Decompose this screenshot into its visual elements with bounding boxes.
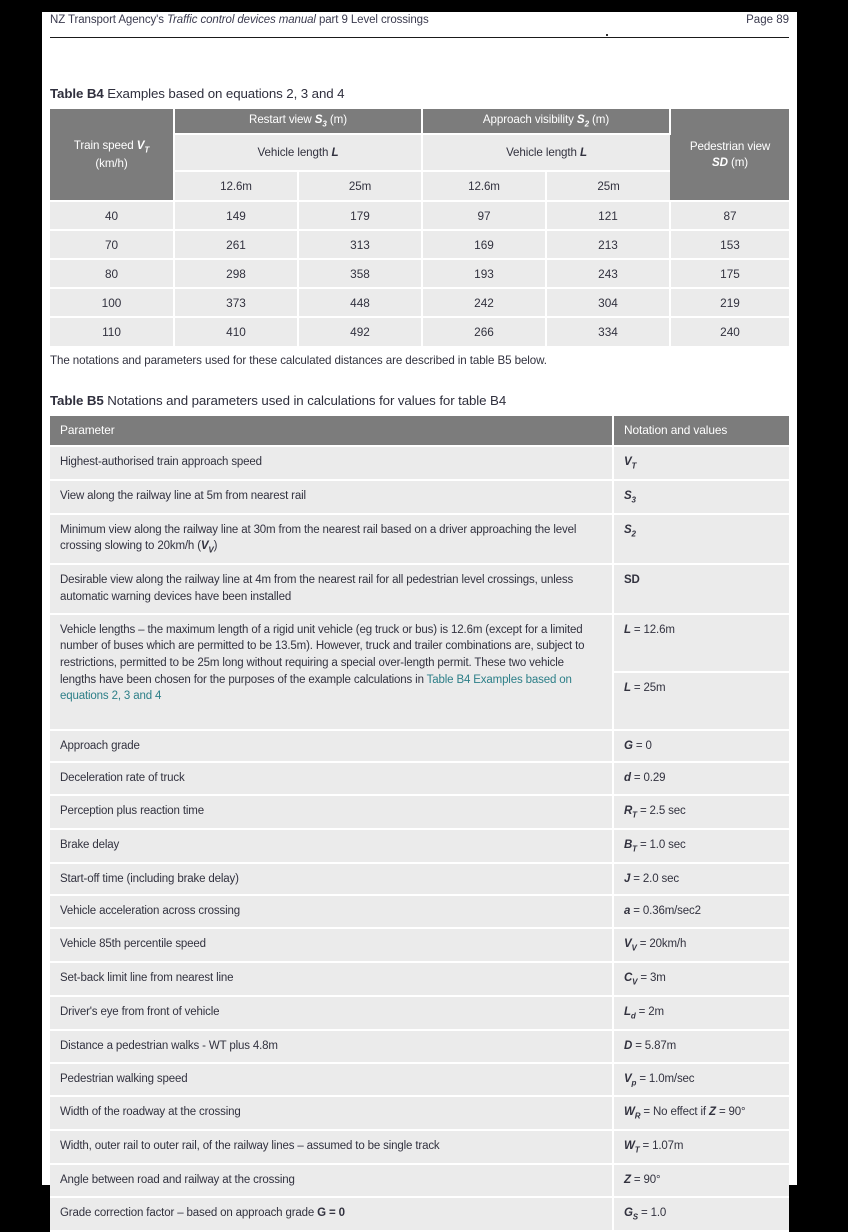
notation-symbol: V — [624, 1072, 632, 1085]
table-row — [50, 730, 789, 763]
cell-parameter: Driver's eye from front of vehicle — [50, 996, 613, 1030]
notation-subscript: 3 — [631, 495, 636, 505]
cell-parameter: View along the railway line at 5m from nearest rail — [50, 480, 613, 514]
cell-parameter: Pedestrian walking speed — [50, 1063, 613, 1097]
parameter-text: Vehicle lengths – the maximum length of a rigid unit vehicle (eg truck or bus) is 12.6m (except for a limited number of buses which are permitted to be 13.5m). However, truck and trailer combinations are, subject to restrictions, permitted to be 25m long without requiring a special over-length permit. These two vehicle lengths have been chosen for the purposes of the example calculations in — [60, 623, 585, 686]
parameter-subscript: V — [208, 545, 214, 555]
cell-sd: 175 — [670, 259, 789, 288]
header-suffix: part 9 Level crossings — [315, 14, 429, 26]
notation-subscript: R — [634, 1111, 641, 1121]
page-content — [42, 86, 797, 1232]
table-row — [50, 446, 789, 480]
notation-value: = 12.6m — [630, 623, 675, 636]
table-row — [50, 795, 789, 829]
notation-symbol: S — [624, 523, 632, 536]
cell-notation — [613, 514, 789, 565]
table-row — [50, 317, 789, 346]
cell-parameter — [50, 1197, 613, 1231]
cell-notation — [613, 996, 789, 1030]
notation-symbol: V — [624, 938, 632, 951]
cell-parameter: Distance a pedestrian walks - WT plus 4.8m — [50, 1030, 613, 1063]
notation-symbol: Z — [624, 1174, 631, 1187]
table-row — [50, 962, 789, 996]
header-prefix: NZ Transport Agency's — [50, 14, 167, 26]
cell-s3-12-6: 410 — [174, 317, 298, 346]
cell-parameter: Vehicle 85th percentile speed — [50, 928, 613, 962]
table-b4-subheader-vehicle-length-restart — [174, 134, 422, 171]
cell-notation — [613, 762, 789, 795]
table-b4-title: Examples based on equations 2, 3 and 4 — [103, 86, 345, 101]
pedestrian-view-label: Pedestrian view — [689, 139, 771, 153]
cell-notation — [613, 962, 789, 996]
cell-s3-25: 492 — [298, 317, 422, 346]
table-row — [50, 996, 789, 1030]
parameter-text: Grade correction factor – based on approach grade — [60, 1206, 318, 1219]
table-row — [50, 1063, 789, 1097]
cell-s3-25: 313 — [298, 230, 422, 259]
cell-parameter: Approach grade — [50, 730, 613, 763]
table-b4-length-col-4: 25m — [546, 171, 670, 201]
cell-s2-12-6: 97 — [422, 201, 546, 230]
notation-value: = 1.07m — [639, 1140, 684, 1153]
notation-subscript: d — [630, 1011, 636, 1021]
notation-symbol: L — [624, 1005, 631, 1018]
cell-parameter: Width of the roadway at the crossing — [50, 1096, 613, 1130]
page-number-label: Page 89 — [746, 14, 789, 26]
table-row — [50, 1130, 789, 1164]
cell-parameter: Set-back limit line from nearest line — [50, 962, 613, 996]
document-page — [42, 12, 797, 1222]
cell-s3-25: 179 — [298, 201, 422, 230]
approach-visibility-symbol: S — [576, 113, 585, 127]
table-b4-length-col-1: 12.6m — [174, 171, 298, 201]
table-b5-caption — [50, 393, 789, 408]
table-row — [50, 230, 789, 259]
train-speed-subscript: T — [144, 144, 150, 154]
cell-s2-12-6: 266 — [422, 317, 546, 346]
notation-symbol-2: Z — [709, 1106, 716, 1119]
cell-train-speed: 70 — [50, 230, 174, 259]
cell-train-speed: 100 — [50, 288, 174, 317]
notation-value: = 0.29 — [630, 772, 666, 785]
cell-sd: 219 — [670, 288, 789, 317]
notation-symbol: V — [624, 456, 632, 468]
table-row — [50, 895, 789, 928]
cell-parameter: Highest-authorised train approach speed — [50, 446, 613, 480]
table-row — [50, 1030, 789, 1063]
notation-symbol: R — [624, 805, 633, 818]
table-row — [50, 614, 789, 672]
column-header-notation: Notation and values — [613, 416, 789, 446]
cell-s3-12-6: 298 — [174, 259, 298, 288]
table-row — [50, 201, 789, 230]
notation-symbol: D — [624, 1039, 633, 1052]
notation-subscript: T — [632, 844, 637, 854]
cell-train-speed: 110 — [50, 317, 174, 346]
table-row — [50, 1164, 789, 1197]
cell-notation — [613, 1130, 789, 1164]
table-row — [50, 1197, 789, 1231]
table-row — [50, 863, 789, 896]
vehicle-length-symbol: L — [579, 146, 587, 159]
table-b5-header-row — [50, 416, 789, 446]
table-b4-length-col-2: 25m — [298, 171, 422, 201]
train-speed-symbol: V — [136, 138, 145, 152]
notation-value: = No effect if — [640, 1106, 710, 1119]
notation-subscript: V — [632, 977, 638, 987]
cell-notation — [613, 928, 789, 962]
parameter-symbol: V — [200, 540, 209, 553]
table-row — [50, 1096, 789, 1130]
restart-view-symbol: S — [314, 113, 323, 127]
pedestrian-view-unit: (m) — [727, 155, 749, 169]
notation-value: = 1.0m/sec — [636, 1072, 695, 1085]
vehicle-length-symbol: L — [331, 146, 339, 159]
parameter-emphasis: G = 0 — [317, 1206, 345, 1219]
cell-s2-12-6: 193 — [422, 259, 546, 288]
cell-s2-25: 334 — [546, 317, 670, 346]
train-speed-label: Train speed — [73, 138, 137, 152]
table-row — [50, 564, 789, 613]
table-b5 — [50, 416, 789, 1232]
restart-view-subscript: 3 — [322, 119, 327, 129]
notation-symbol: L — [624, 623, 631, 636]
cell-s2-25: 213 — [546, 230, 670, 259]
notation-value: = 2.5 sec — [636, 805, 686, 818]
cell-sd: 87 — [670, 201, 789, 230]
cell-notation — [613, 446, 789, 480]
cell-notation — [613, 895, 789, 928]
cell-train-speed: 80 — [50, 259, 174, 288]
notation-value: = 0 — [632, 739, 652, 752]
cell-s3-12-6: 373 — [174, 288, 298, 317]
cell-parameter: Brake delay — [50, 829, 613, 863]
table-b4-length-col-3: 12.6m — [422, 171, 546, 201]
table-row — [50, 480, 789, 514]
approach-visibility-unit: (m) — [588, 113, 610, 127]
notation-symbol: G — [624, 1206, 633, 1219]
header-manual-title: Traffic control devices manual — [166, 14, 316, 26]
cross-reference-link[interactable]: Table B4 Examples based on equations 2, 3 and 4 — [60, 673, 572, 703]
notation-value: = 3m — [637, 972, 666, 985]
cell-notation — [613, 1030, 789, 1063]
table-row — [50, 259, 789, 288]
notation-symbol: L — [624, 681, 631, 694]
cell-notation — [613, 480, 789, 514]
table-b5-label: Table B5 — [50, 393, 104, 408]
column-header-parameter: Parameter — [50, 416, 613, 446]
notation-symbol: W — [624, 1106, 635, 1119]
notation-subscript: S — [632, 1212, 638, 1222]
table-b4-caption — [50, 86, 789, 101]
cell-parameter: Angle between road and railway at the crossing — [50, 1164, 613, 1197]
cell-sd: 153 — [670, 230, 789, 259]
cell-parameter: Desirable view along the railway line at 4m from the nearest rail for all pedestrian level crossings, unless automatic warning devices have been installed — [50, 564, 613, 613]
cell-parameter: Deceleration rate of truck — [50, 762, 613, 795]
notation-value: = 25m — [630, 681, 666, 694]
cell-parameter: Vehicle acceleration across crossing — [50, 895, 613, 928]
intro-paragraph: The notations and parameters used for these calculated distances are described in table B5 below. — [50, 354, 547, 367]
notation-value: = 20km/h — [636, 938, 687, 951]
cell-s2-25: 243 — [546, 259, 670, 288]
notation-symbol: G — [624, 739, 633, 752]
notation-symbol: W — [624, 1140, 635, 1153]
table-row — [50, 829, 789, 863]
notation-subscript: T — [632, 810, 637, 820]
table-row — [50, 762, 789, 795]
table-row — [50, 514, 789, 565]
notation-subscript: T — [631, 461, 637, 471]
table-b4-subheader-vehicle-length-approach — [422, 134, 670, 171]
notation-value: = 2.0 sec — [630, 872, 679, 885]
notation-subscript: p — [631, 1077, 637, 1087]
cell-notation — [613, 1164, 789, 1197]
cell-s2-25: 304 — [546, 288, 670, 317]
notation-subscript: V — [631, 943, 637, 953]
notation-symbol: a — [624, 905, 631, 918]
cell-s2-12-6: 242 — [422, 288, 546, 317]
cell-parameter — [50, 514, 613, 565]
notation-subscript: T — [634, 1145, 640, 1155]
table-b4-header-row-1 — [50, 109, 789, 134]
parameter-text: Minimum view along the railway line at 30m from the nearest rail based on a driver approaching the level crossing slowing to 20km/h ( — [60, 523, 577, 553]
cell-notation — [613, 829, 789, 863]
table-row — [50, 288, 789, 317]
running-header — [50, 12, 789, 38]
notation-value: = 90° — [630, 1174, 661, 1187]
table-b4 — [50, 109, 789, 346]
restart-view-label: Restart view — [249, 113, 315, 127]
notation-value: = 1.0 sec — [636, 838, 686, 851]
cell-s3-12-6: 149 — [174, 201, 298, 230]
notation-value: = 2m — [635, 1005, 664, 1018]
parameter-text-post: ) — [213, 540, 218, 553]
cell-notation — [613, 1197, 789, 1231]
table-b4-pedestrian-view-header — [670, 109, 789, 201]
restart-view-unit: (m) — [326, 113, 347, 127]
cell-parameter — [50, 614, 613, 730]
notation-value-2: = 90° — [715, 1106, 746, 1119]
cell-s3-12-6: 261 — [174, 230, 298, 259]
notation-symbol: B — [624, 838, 633, 851]
table-row — [50, 928, 789, 962]
notation-value: = 1.0 — [637, 1206, 667, 1219]
cell-parameter: Width, outer rail to outer rail, of the railway lines – assumed to be single track — [50, 1130, 613, 1164]
table-b4-label: Table B4 — [50, 86, 104, 101]
table-b4-group-header-restart-view — [174, 109, 422, 134]
notation-symbol: SD — [624, 574, 640, 587]
cell-s3-25: 358 — [298, 259, 422, 288]
cell-notation — [613, 863, 789, 896]
cell-s2-25: 121 — [546, 201, 670, 230]
cell-notation — [613, 1096, 789, 1130]
cell-notation — [613, 1063, 789, 1097]
train-speed-unit: (km/h) — [95, 156, 128, 170]
approach-visibility-subscript: 2 — [584, 119, 589, 129]
running-header-title — [50, 12, 429, 26]
table-b4-row-header-cell — [50, 109, 174, 201]
cell-train-speed: 40 — [50, 201, 174, 230]
cell-notation — [613, 564, 789, 613]
cell-parameter: Perception plus reaction time — [50, 795, 613, 829]
notation-symbol: J — [624, 872, 631, 885]
cell-notation — [613, 730, 789, 763]
approach-visibility-label: Approach visibility — [482, 113, 577, 127]
cell-notation — [613, 614, 789, 672]
vehicle-length-label: Vehicle length — [506, 146, 580, 159]
cell-parameter: Start-off time (including brake delay) — [50, 863, 613, 896]
notation-symbol: d — [624, 772, 631, 785]
notation-subscript: 2 — [631, 529, 636, 539]
table-b5-title: Notations and parameters used in calculations for values for table B4 — [103, 393, 507, 408]
vehicle-length-label: Vehicle length — [257, 146, 332, 159]
notation-value: = 0.36m/sec2 — [630, 905, 701, 918]
cell-s2-12-6: 169 — [422, 230, 546, 259]
notation-symbol: C — [624, 972, 633, 985]
table-b4-group-header-approach-visibility — [422, 109, 670, 134]
cell-s3-25: 448 — [298, 288, 422, 317]
notation-value: = 5.87m — [632, 1039, 677, 1052]
pedestrian-view-symbol: SD — [711, 155, 728, 169]
cell-notation — [613, 672, 789, 730]
notation-symbol: S — [624, 489, 632, 502]
header-dot-mark — [606, 34, 608, 36]
cell-notation — [613, 795, 789, 829]
cell-sd: 240 — [670, 317, 789, 346]
